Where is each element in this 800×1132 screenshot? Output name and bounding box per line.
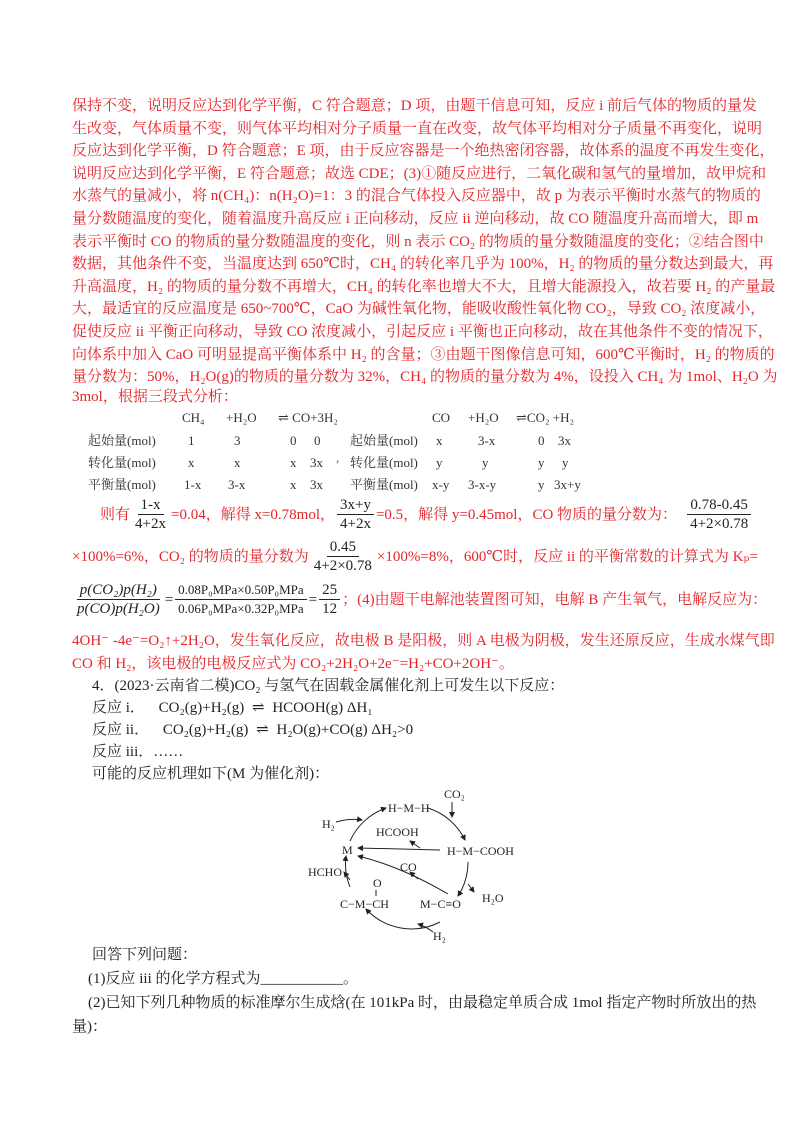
cell: 3-x-y <box>468 477 497 492</box>
row-label: 起始量(mol) <box>88 433 156 448</box>
equilibrium-arrow-icon: ⇌ <box>256 722 269 738</box>
text-line: 向体系中加入 CaO 可明显提高平衡体系中 H₂ 的含量；③由题干图像信息可知，600℃平衡时，H₂ 的物质的 <box>72 347 775 363</box>
question-stem: 4．(2023·云南省二模)CO₂ 与氢气在固载金属催化剂上可发生以下反应： <box>92 678 565 694</box>
label-cmch: C−M−CH <box>340 897 389 911</box>
label: 反应 ii． <box>92 722 150 738</box>
cell: 1 <box>188 433 195 448</box>
reaction-ii <box>92 721 768 739</box>
text-line: 生改变，气体质量不变，则气体平均相对分子质量一直在改变，故气体平均相对分子质量不再变化，说明 <box>72 121 763 137</box>
denominator: 4+2x <box>135 516 166 532</box>
denominator: 4+2×0.78 <box>690 516 749 532</box>
fraction <box>132 497 169 532</box>
text-line: 4OH⁻ -4e⁻=O₂↑+2H₂O，发生氧化反应，故电极 B 是阳极，则 A 电极为阴极，发生还原反应，生成水煤气即 <box>72 633 775 649</box>
label-m: M <box>342 843 353 857</box>
cell: 0 <box>314 433 321 448</box>
text: =0.5，解得 y=0.45mol，CO 物质的量分数为： <box>375 506 678 523</box>
fraction <box>74 582 163 617</box>
numerator: p(CO₂)p(H₂) <box>77 582 160 600</box>
equation-line-2 <box>72 539 758 574</box>
label-o: O <box>373 876 382 890</box>
cell: 1-x <box>184 477 202 492</box>
equation-line-3 <box>72 582 767 617</box>
reaction-iii: 反应 iii．…… <box>92 744 184 760</box>
cell: 3x <box>558 433 571 448</box>
cell: x <box>290 477 297 492</box>
reaction-i <box>92 699 768 717</box>
denominator: 0.06P₀MPa×0.32P₀MPa <box>178 601 304 616</box>
fraction <box>175 582 306 617</box>
cell: y <box>538 477 545 492</box>
text-line: 促使反应 ii 平衡正向移动，导致 CO 浓度减小，引起反应 i 平衡也正向移动，故在其他条件不变的情况下， <box>72 324 773 340</box>
table-header: CO <box>432 410 451 425</box>
label-h2-bottom: H₂ <box>433 929 446 943</box>
text-line: 量分数随温度的变化，随着温度升高反应 i 正向移动，反应 ii 逆向移动，故 CO 随温度升高而增大，即 m <box>72 211 759 227</box>
denominator: p(CO)p(H₂O) <box>77 601 160 617</box>
text: ×100%=6%，CO₂ 的物质的量分数为 <box>72 548 309 565</box>
denominator: 4+2×0.78 <box>313 558 372 574</box>
text-line: 反应达到化学平衡，D 符合题意；E 项，由于反应容器是一个绝热密闭容器，故体系的温度不再发生变化， <box>72 143 775 159</box>
equation-line-1 <box>100 497 753 532</box>
text: 则有 <box>100 506 131 523</box>
question-2: (2)已知下列几种物质的标准摩尔生成焓(在 101kPa 时，由最稳定单质合成 1mol 指定产物时所放出的热 <box>88 995 757 1011</box>
fraction <box>319 582 340 617</box>
table-header: CH₄ <box>182 410 205 425</box>
text-line: CO 和 H₂，该电极的电极反应式为 CO₂+2H₂O+2e⁻=H₂+CO+2OH⁻。 <box>72 656 514 672</box>
text-line: 水蒸气的量减小，将 n(CH₄)：n(H₂O)=1：3 的混合气体投入反应器中，故 p 为表示平衡时水蒸气的物质的 <box>72 188 761 204</box>
answer-intro: 回答下列问题： <box>92 947 198 963</box>
products: H₂O(g)+CO(g) ΔH₂>0 <box>276 722 414 738</box>
cell: 3-x <box>228 477 246 492</box>
numerator: 3x+y <box>337 497 374 515</box>
cell: x <box>234 455 241 470</box>
text-line: 说明反应达到化学平衡，E 符合题意；故选 CDE；(3)①随反应进行，二氧化碳和氢气的量增加，故甲烷和 <box>72 166 767 182</box>
row-label: 转化量(mol) <box>350 455 418 470</box>
label-mco: M−C≡O <box>420 897 461 911</box>
cell: 3 <box>234 433 241 448</box>
fraction <box>337 497 374 532</box>
fraction <box>687 497 751 532</box>
text-line: 升高温度，H₂ 的物质的量分数不再增大，CH₄ 的转化率也增大不大，且增大能源投入，故若要 H₂ 的产量最 <box>72 279 776 295</box>
text: ×100%=8%，600℃时，反应 ii 的平衡常数的计算式为 Kₚ= <box>376 548 758 565</box>
cell: y <box>562 455 569 470</box>
cell: 3x <box>310 477 323 492</box>
equals-sign: = <box>164 591 174 608</box>
cell: y <box>482 455 489 470</box>
label: 反应 i． <box>92 700 145 716</box>
cell: 3-x <box>478 433 496 448</box>
products: HCOOH(g) ΔH₁ <box>272 700 373 716</box>
text-line: 3mol，根据三段式分析： <box>72 389 238 405</box>
cell: y <box>538 455 545 470</box>
numerator: 1-x <box>138 497 164 515</box>
numerator: 0.78-0.45 <box>687 497 751 515</box>
table-header: +H₂O <box>468 410 499 425</box>
equilibrium-arrow-icon: ⇌ <box>252 700 265 716</box>
row-label: 转化量(mol) <box>88 455 156 470</box>
numerator: 0.45 <box>327 539 359 557</box>
text: ；(4)由题干电解池装置图可知，电解 B 产生氧气，电解反应为： <box>342 591 768 608</box>
table-header: ⇌CO₂ +H₂ <box>516 410 574 425</box>
row-label: 平衡量(mol) <box>350 477 418 492</box>
row-label: 平衡量(mol) <box>88 477 156 492</box>
text-line: 数据，其他条件不变，当温度达到 650℃时，CH₄ 的转化率几乎为 100%，H₂ 的物质的量分数达到最大，再 <box>72 256 774 272</box>
cell: x-y <box>432 477 450 492</box>
label-hmcooh: H−M−COOH <box>447 844 514 858</box>
cell: 0 <box>290 433 297 448</box>
label-h2o: H₂O <box>482 891 504 905</box>
row-label: 起始量(mol) <box>350 433 418 448</box>
label-co: CO <box>400 860 417 874</box>
text: =0.04，解得 x=0.78mol， <box>170 506 335 523</box>
cell: 3x <box>310 455 323 470</box>
label-hcooh: HCOOH <box>376 825 419 839</box>
cell: x <box>188 455 195 470</box>
label-h2-top: H₂ <box>322 817 335 831</box>
table-header: ⇌ CO+3H₂ <box>278 410 338 425</box>
table-header: +H₂O <box>226 410 257 425</box>
label-hcho: HCHO <box>308 865 343 879</box>
label-co2: CO₂ <box>444 787 465 801</box>
text-line: 保持不变，说明反应达到化学平衡，C 符合题意；D 项，由题干信息可知，反应 i 前后气体的物质的量发 <box>72 98 758 114</box>
denominator: 4+2x <box>340 516 371 532</box>
cell: x <box>436 433 443 448</box>
reactants: CO₂(g)+H₂(g) <box>158 700 245 716</box>
equals-sign: = <box>308 591 318 608</box>
reactants: CO₂(g)+H₂(g) <box>162 722 249 738</box>
fraction <box>311 539 375 574</box>
mechanism-intro: 可能的反应机理如下(M 为催化剂)： <box>92 766 330 782</box>
denominator: 12 <box>322 601 338 617</box>
cell: 3x+y <box>554 477 581 492</box>
question-2-cont: 量)： <box>72 1019 107 1035</box>
numerator: 0.08P₀MPa×0.50P₀MPa <box>175 582 306 600</box>
separator: , <box>336 450 340 465</box>
text-line: 量分数为：50%，H₂O(g)的物质的量分数为 32%，CH₄ 的物质的量分数为 4%，设投入 CH₄ 为 1mol、H₂O 为 <box>72 369 778 385</box>
mechanism-diagram <box>300 786 540 950</box>
cell: 0 <box>538 433 545 448</box>
question-1: (1)反应 iii 的化学方程式为___________。 <box>88 971 358 987</box>
text-line: 表示平衡时 CO 的物质的量分数随温度的变化，则 n 表示 CO₂ 的物质的量分数随温度的变化；②结合图中 <box>72 234 764 250</box>
numerator: 25 <box>319 582 340 600</box>
label-hmh: H−M−H <box>388 801 430 815</box>
cell: x <box>290 455 297 470</box>
cell: y <box>436 455 443 470</box>
text-line: 大，最适宜的反应温度是 650~700℃，CaO 为碱性氧化物，能吸收酸性氧化物 CO₂，导致 CO₂ 浓度减小， <box>72 301 766 317</box>
